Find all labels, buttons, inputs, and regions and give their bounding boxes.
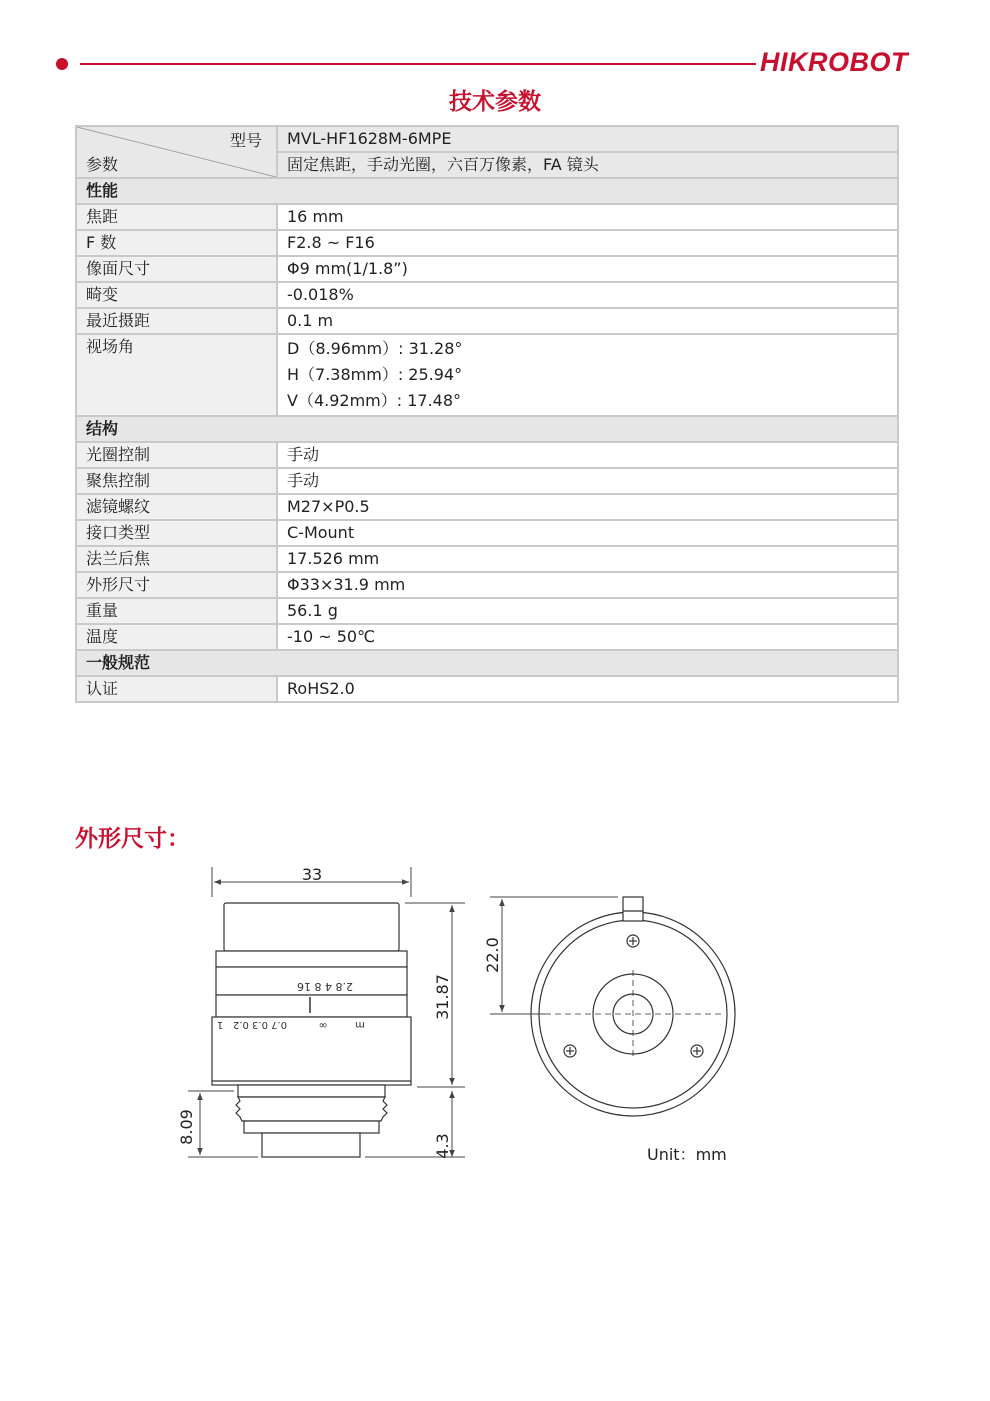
lens-ring-mid [216,995,407,1017]
spec-header-corner [76,126,277,178]
spec-table [75,125,899,703]
spec-row [76,442,898,468]
spec-value-line: Φ9 mm(1/1.8”) [287,259,408,278]
spec-label: 认证 [76,676,277,702]
focus-scale-inf: ∞ [318,1019,328,1032]
logo-robot: ROBOT [808,47,908,77]
spec-label: 最近摄距 [76,308,277,334]
spec-value [277,256,898,282]
spec-label: 接口类型 [76,520,277,546]
spec-value [277,204,898,230]
spec-row [76,256,898,282]
spec-label: 像面尺寸 [76,256,277,282]
spec-value-line: M27×P0.5 [287,497,370,516]
mount-label: 8.09 [177,1109,196,1145]
header-model-label: 型号 [229,131,262,150]
section-row [76,416,898,442]
mount-collar [238,1085,385,1097]
spec-value [277,230,898,256]
section-heading: 结构 [76,416,898,442]
spec-value-line: F2.8 ~ F16 [287,233,375,252]
spec-value-line: V（4.92mm）: 17.48° [287,391,462,410]
section-heading: 一般规范 [76,650,898,676]
spec-row [76,494,898,520]
spec-label: 焦距 [76,204,277,230]
spec-header-row [76,126,898,152]
dimensions-title: 外形尺寸： [75,826,190,852]
mount-thread [236,1097,387,1121]
spec-value-line: 56.1 g [287,601,338,620]
rear-element [262,1133,360,1157]
spec-row [76,676,898,702]
spec-row [76,572,898,598]
spec-label: 畸变 [76,282,277,308]
section-row [76,650,898,676]
logo-hik: HIK [760,47,808,77]
spec-value [277,624,898,650]
spec-value [277,520,898,546]
model-value: MVL-HF1628M-6MPE [277,126,898,152]
spec-value-line: 手动 [287,445,320,464]
locking-screw-head [623,897,643,921]
header-param-label: 参数 [86,155,119,174]
front-view [531,897,735,1116]
spec-row [76,282,898,308]
spec-value [277,494,898,520]
spec-label: 滤镜螺纹 [76,494,277,520]
spec-label: 视场角 [76,334,277,416]
spec-label: F 数 [76,230,277,256]
spec-row [76,468,898,494]
spec-table-body [76,126,898,702]
spec-row [76,230,898,256]
header-dot [56,58,68,70]
spec-label: 外形尺寸 [76,572,277,598]
spec-label: 聚焦控制 [76,468,277,494]
spec-value-line: Φ33×31.9 mm [287,575,406,594]
spec-row [76,546,898,572]
spec-row [76,598,898,624]
spec-label: 光圈控制 [76,442,277,468]
lens-ring-top [216,951,407,967]
spec-value-line: C-Mount [287,523,355,542]
spec-label: 重量 [76,598,277,624]
spec-row [76,520,898,546]
spec-row [76,334,898,416]
aperture-scale-text: 2.8 4 8 16 [297,980,353,993]
back-label: 4.3 [433,1133,452,1159]
mount-flange [244,1121,379,1133]
spec-label: 法兰后焦 [76,546,277,572]
spec-value-line: 17.526 mm [287,549,380,568]
spec-value-line: 16 mm [287,207,344,226]
section-row [76,178,898,204]
spec-row [76,624,898,650]
spec-value [277,546,898,572]
unit-label: Unit：mm [647,1145,727,1164]
spec-value-line: -10 ~ 50℃ [287,627,376,646]
lens-front-hood [224,903,399,951]
focus-scale-unit: m [355,1019,365,1030]
focus-scale-mid: 0.7 0.3 0.2 [232,1019,288,1030]
spec-row [76,204,898,230]
spec-value-line: D（8.96mm）: 31.28° [287,339,463,358]
spec-value [277,308,898,334]
brand-logo [760,47,908,78]
spec-value-line: RoHS2.0 [287,679,355,698]
spec-value [277,572,898,598]
spec-value [277,676,898,702]
model-description: 固定焦距，手动光圈，六百万像素，FA 镜头 [277,152,898,178]
lens-dimension-drawing [160,855,760,1175]
focus-scale-one: 1 [216,1019,224,1030]
front-height-label: 22.0 [483,937,502,973]
spec-value-line: 手动 [287,471,320,490]
spec-value-line: H（7.38mm）: 25.94° [287,365,463,384]
spec-value [277,282,898,308]
spec-value [277,442,898,468]
page-title: 技术参数 [449,89,541,115]
spec-row [76,308,898,334]
section-heading: 性能 [76,178,898,204]
spec-value-line: -0.018% [287,285,354,304]
height-label: 31.87 [433,974,452,1020]
spec-value [277,468,898,494]
spec-value [277,334,898,416]
spec-value-line: 0.1 m [287,311,334,330]
spec-value [277,598,898,624]
header-rule [80,63,756,65]
spec-label: 温度 [76,624,277,650]
width-label: 33 [301,865,323,884]
